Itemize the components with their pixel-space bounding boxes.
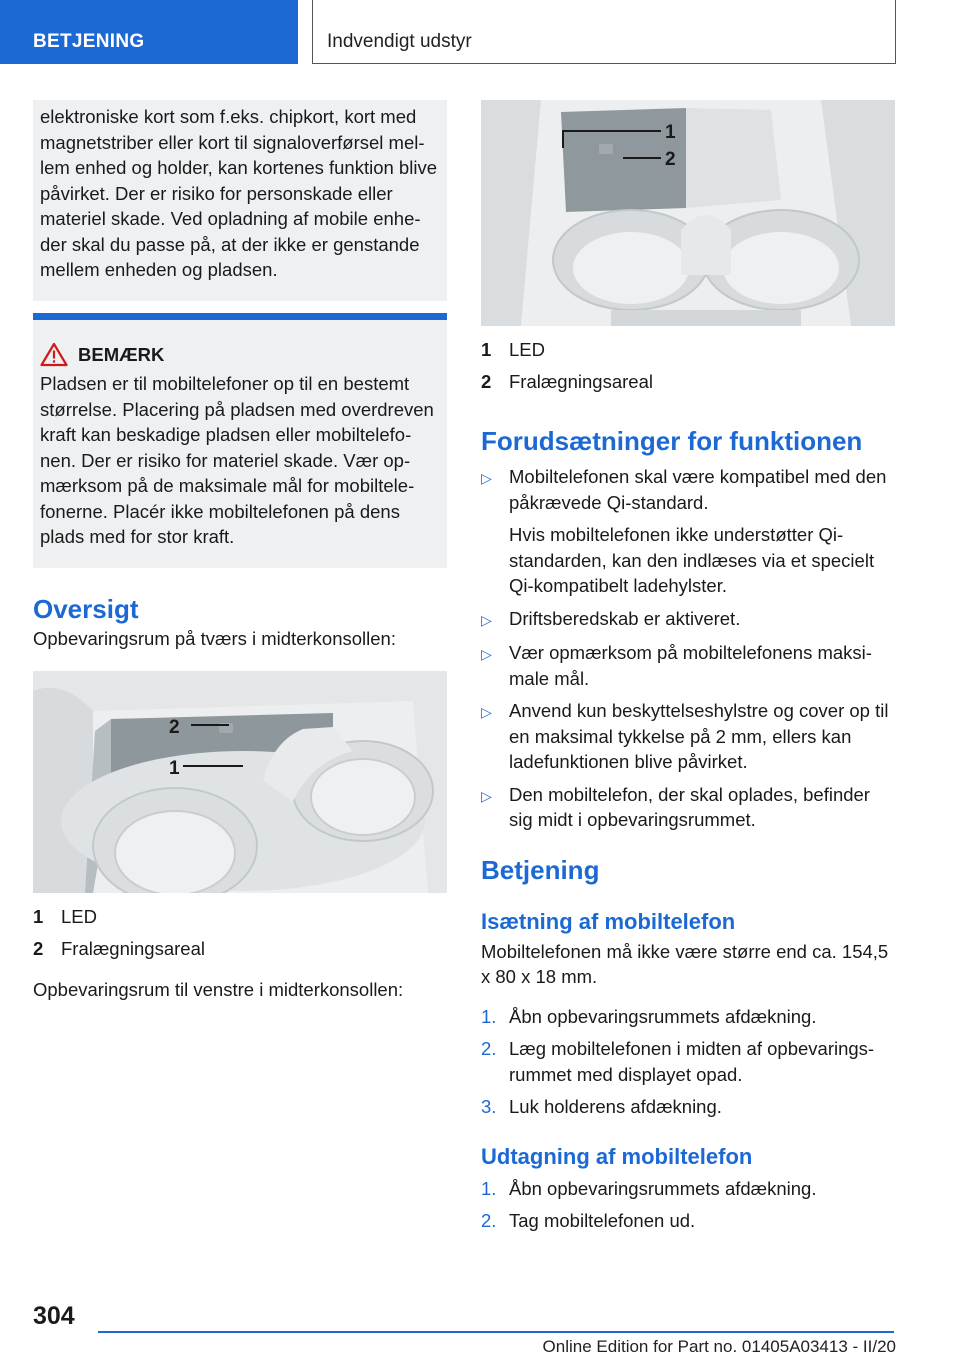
legend-item xyxy=(33,901,447,933)
bullet-text: Vær opmærksom på mobiltelefonens maksimale mål. xyxy=(509,642,872,689)
bullet-triangle-icon: ▷ xyxy=(481,646,492,662)
bullet-triangle-icon: ▷ xyxy=(481,704,492,720)
notice-rule xyxy=(33,313,447,320)
step-text: Tag mobiltelefonen ud. xyxy=(509,1210,696,1231)
left-legend xyxy=(33,901,447,965)
bullet-text: Anvend kun beskyttelseshylstre og cover op til en maksimal tykkelse på 2 mm, ellers kan ladefunktionen blive påvirket. xyxy=(509,700,889,772)
operation-heading: Betjening xyxy=(481,854,600,885)
step-number: 2. xyxy=(481,1038,497,1059)
notice-box xyxy=(33,320,447,568)
header-chapter-box xyxy=(312,0,896,64)
right-legend xyxy=(481,334,895,398)
list-item xyxy=(481,1036,895,1087)
insert-intro: Mobiltelefonen må ikke være større end ca. 154,5 x 80 x 18 mm. xyxy=(481,940,889,987)
notice-title: BEMÆRK xyxy=(78,343,165,365)
legend-item xyxy=(33,933,447,965)
list-item xyxy=(481,1094,895,1120)
list-item xyxy=(481,1208,895,1234)
overview-intro: Opbevaringsrum på tværs i midterkonsollen: xyxy=(33,627,396,649)
figure-label-2: 2 xyxy=(169,717,180,738)
legend-item xyxy=(481,334,895,366)
header-chapter-title: Indvendigt udstyr xyxy=(327,31,472,52)
left-column xyxy=(33,100,447,1003)
console-illustration xyxy=(33,671,447,893)
figure-label-1: 1 xyxy=(665,122,676,143)
list-item xyxy=(481,606,895,634)
bullet-extra-text: Hvis mobiltelefonen ikke understøtter Qi-standarden, kan den indlæses via et specielt Qi-kompatibelt ladehylster. xyxy=(509,524,875,596)
figure-label-1: 1 xyxy=(169,758,180,779)
overview-heading: Oversigt xyxy=(33,593,139,624)
step-number: 1. xyxy=(481,1177,497,1199)
step-number: 3. xyxy=(481,1096,497,1117)
list-item xyxy=(481,782,895,833)
step-number: 2. xyxy=(481,1210,497,1231)
step-text: Åbn opbevaringsrummets afdækning. xyxy=(509,1177,817,1199)
legend-number: 2 xyxy=(481,371,492,392)
list-item xyxy=(481,1176,895,1202)
bullet-text: Mobiltelefonen skal være kompatibel med den påkrævede Qi-standard. xyxy=(509,466,887,513)
remove-heading: Udtagning af mobiltelefon xyxy=(481,1143,753,1169)
legend-label: Fralægningsareal xyxy=(509,371,653,392)
console-figure-crosswise xyxy=(33,671,447,893)
legend-number: 2 xyxy=(33,938,44,959)
notice-heading xyxy=(40,342,440,368)
prerequisites-list xyxy=(481,464,895,833)
console-figure-left xyxy=(481,100,895,326)
figure-label-2: 2 xyxy=(665,149,676,170)
console-left-illustration xyxy=(481,100,895,326)
header-section-tab xyxy=(0,0,298,64)
legend-number: 1 xyxy=(33,906,44,927)
legend-label: Fralægningsareal xyxy=(61,938,205,959)
warning-continuation-text: elektroniske kort som f.eks. chipkort, kort med magnetstriber eller kort til signaloverførsel mellem enhed og holder, kan kortenes funktion blive påvirket. Der er risiko for personskade eller materiel skade. Ved opladning af mobile enheder skal du passe på, at der ikke er genstande mellem enheden og pladsen. xyxy=(40,106,437,280)
bullet-text: Driftsberedskab er aktiveret. xyxy=(509,607,741,629)
step-text: Åbn opbevaringsrummets afdækning. xyxy=(509,1005,817,1027)
notice-text: Pladsen er til mobiltelefoner op til en bestemt størrelse. Placering på pladsen med overdreven kraft kan beskadige pladsen eller mobiltelefonen. Der er risiko for materiel skade. Vær opmærksom på de maksimale mål for mobiltelefonerne. Placér ikke mobiltelefonen på dens plads med for stor kraft. xyxy=(40,373,434,547)
list-item xyxy=(481,698,895,775)
insert-heading: Isætning af mobiltelefon xyxy=(481,908,736,934)
warning-triangle-icon xyxy=(40,342,68,367)
page-number: 304 xyxy=(33,1302,75,1330)
remove-steps xyxy=(481,1176,895,1234)
step-number: 1. xyxy=(481,1005,497,1027)
left-storage-intro: Opbevaringsrum til venstre i midterkonsollen: xyxy=(33,979,404,1000)
legend-number: 1 xyxy=(481,339,492,360)
footer-edition: Online Edition for Part no. 01405A03413 - II/20 xyxy=(542,1337,896,1356)
insert-steps xyxy=(481,1004,895,1120)
step-text: Læg mobiltelefonen i midten af opbevaringsrummet med displayet opad. xyxy=(509,1038,875,1085)
legend-label: LED xyxy=(509,339,545,360)
list-item xyxy=(481,464,895,599)
list-item xyxy=(481,1004,895,1030)
warning-continuation-box xyxy=(33,100,447,301)
step-text: Luk holderens afdækning. xyxy=(509,1096,722,1117)
header-section-title: BETJENING xyxy=(33,31,145,52)
footer-rule xyxy=(98,1331,894,1333)
legend-label: LED xyxy=(61,906,97,927)
bullet-triangle-icon: ▷ xyxy=(481,470,492,486)
bullet-triangle-icon: ▷ xyxy=(481,787,492,804)
legend-item xyxy=(481,366,895,398)
list-item xyxy=(481,640,895,691)
bullet-triangle-icon: ▷ xyxy=(481,611,492,628)
prerequisites-heading: Forudsætninger for funktionen xyxy=(481,426,863,456)
bullet-text: Den mobiltelefon, der skal oplades, befinder sig midt i opbevaringsrummet. xyxy=(509,783,870,830)
right-column xyxy=(481,100,895,1241)
